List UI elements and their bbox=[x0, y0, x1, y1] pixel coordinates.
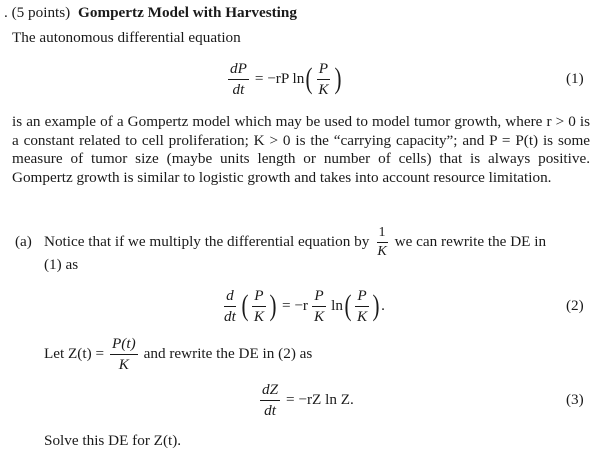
intro-text: The autonomous differential equation bbox=[12, 29, 241, 46]
part-a-line1: Notice that if we multiply the differential equation by $\frac{1}{K}$ we can rewrite the DE in bbox=[44, 224, 547, 259]
equation-number-1: (1) bbox=[566, 70, 584, 87]
equation-3: $\frac{dZ}{dt}$ = −rZ ln Z. bbox=[262, 381, 354, 419]
eq2-ratio-3: $\frac{P}{K}$ bbox=[356, 287, 368, 325]
right-paren: ) bbox=[334, 62, 341, 95]
part-a-line2: (1) as bbox=[44, 256, 79, 273]
left-paren: ( bbox=[305, 62, 313, 95]
z-definition-fraction: $\frac{P(t)}{K}$ bbox=[112, 335, 136, 373]
left-paren: ( bbox=[241, 289, 249, 322]
eq3-derivative: $\frac{dZ}{dt}$ bbox=[262, 381, 279, 419]
right-paren: ) bbox=[372, 289, 380, 322]
one-over-k: $\frac{1}{K}$ bbox=[377, 224, 387, 259]
eq1-ratio: $\frac{P}{K}$ bbox=[318, 60, 329, 98]
left-paren: ( bbox=[344, 289, 352, 322]
let-z-line: Let Z(t) = $\frac{P(t)}{K}$ and rewrite the DE in (2) as bbox=[44, 335, 313, 373]
problem-prefix: . bbox=[4, 4, 8, 21]
problem-title: Gompertz Model with Harvesting bbox=[78, 4, 297, 21]
problem-header bbox=[4, 4, 297, 22]
eq2-derivative: $\frac{d}{dt}$ bbox=[224, 287, 236, 325]
equation-number-2: (2) bbox=[566, 297, 584, 314]
part-a-label: (a) bbox=[15, 233, 32, 250]
equation-number-3: (3) bbox=[566, 391, 584, 408]
equation-1 bbox=[226, 58, 343, 100]
description-paragraph: is an example of a Gompertz model which may be used to model tumor growth, where r > 0 is a constant related to cell proliferation; K > 0 is the “carrying capacity”; and P = P(t) is some measure of tumor size (maybe units length or number of cells) that is always positive. Gompertz growth is similar to logistic growth and takes into account resource limitation. bbox=[12, 113, 590, 186]
solve-instruction: Solve this DE for Z(t). bbox=[44, 432, 182, 449]
right-paren: ) bbox=[269, 289, 277, 322]
eq2-ratio-2: $\frac{P}{K}$ bbox=[313, 287, 325, 325]
eq2-ratio-1: $\frac{P}{K}$ bbox=[253, 287, 264, 325]
eq1-lhs-fraction: $\frac{dP}{dt}$ bbox=[230, 60, 247, 98]
eq1-rhs: = −rP ln bbox=[254, 70, 305, 87]
problem-points: (5 points) bbox=[11, 4, 71, 21]
equation-2: $\frac{d}{dt}$ ( $\frac{P}{K}$ ) = −r $\frac{P}{K}$ ln ( $\frac{P}{K}$ ) . bbox=[224, 287, 385, 325]
